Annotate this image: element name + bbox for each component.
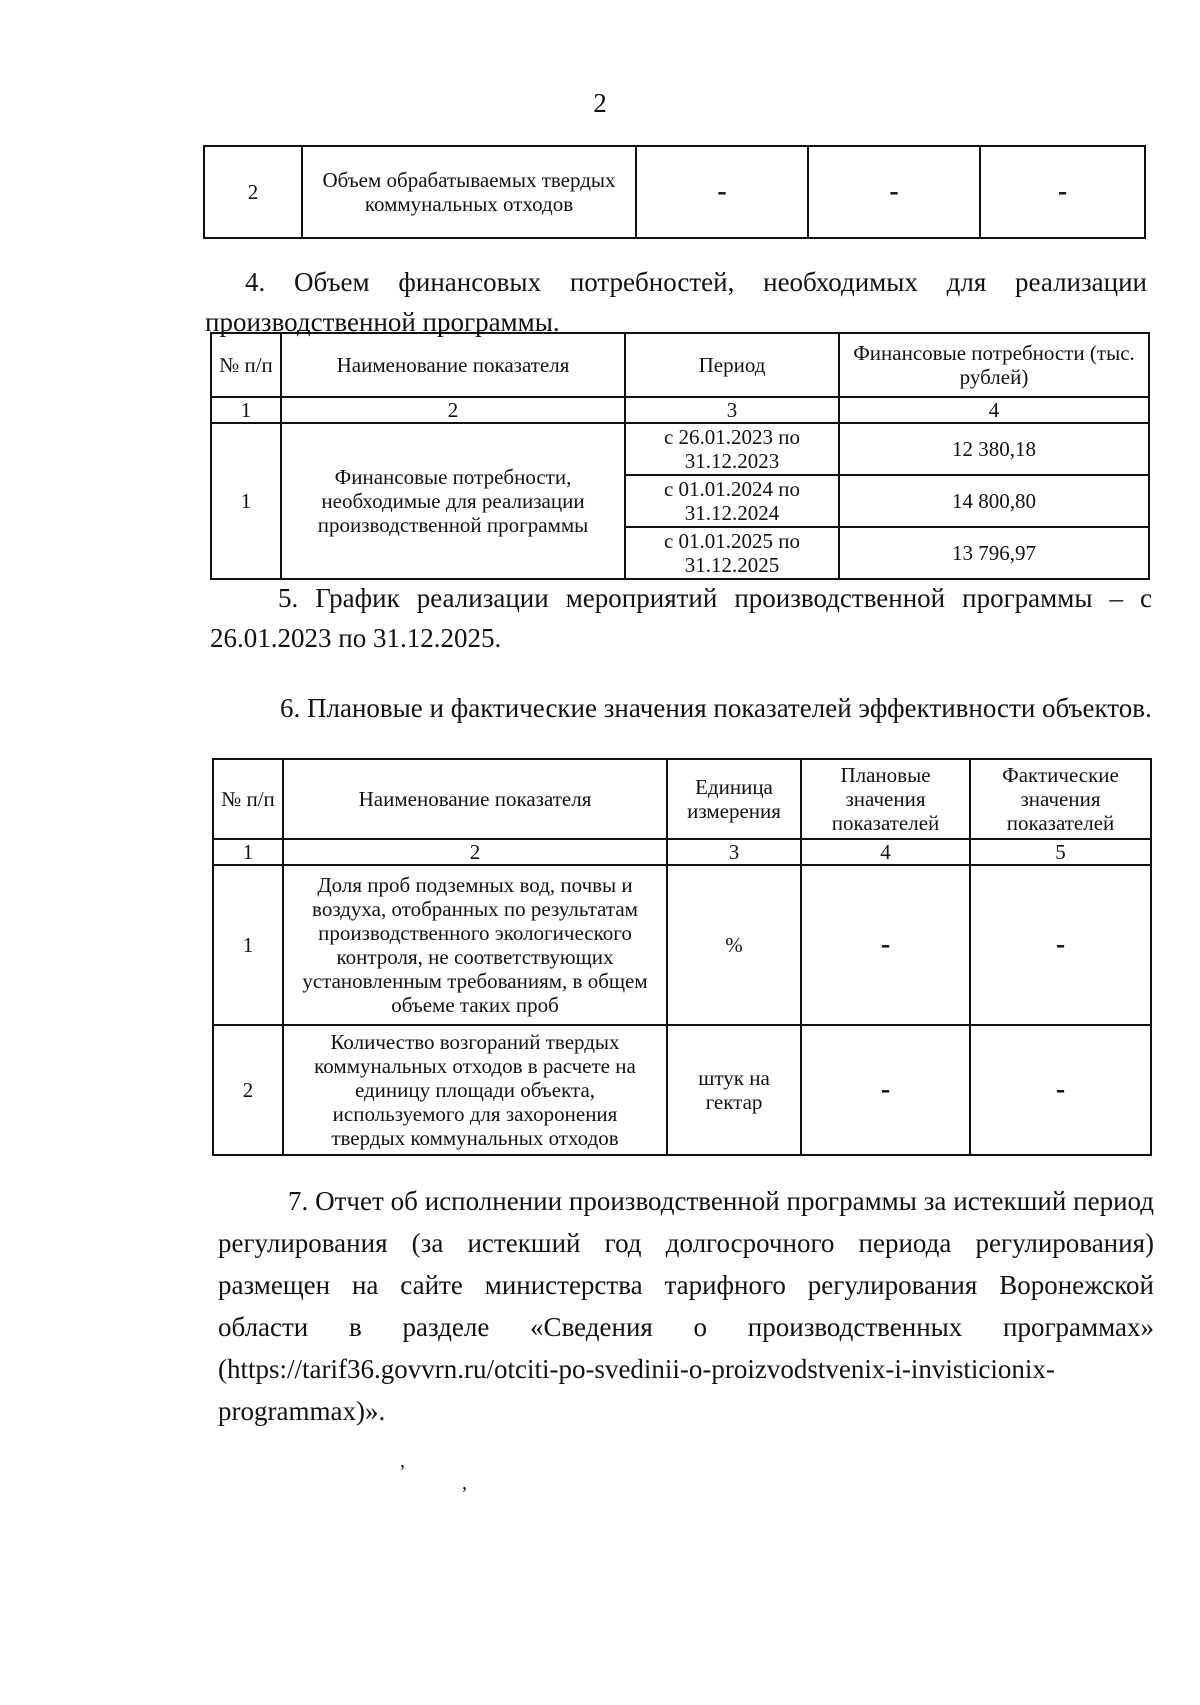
period-cell: с 26.01.2023 по 31.12.2023 [625, 423, 839, 475]
header-fact: Фактические значения показателей [970, 759, 1151, 839]
section-7-text: 7. Отчет об исполнении производственной программы за истекший период регулирования (за истекший год долгосрочного периода регулирования) размещен на сайте министерства тарифного регулирования Воронежской области в разделе «Сведения о производственных программах» (https://tarif36.govvrn.ru/otciti-po-svedinii-o-proizvodstvenix-i-invisticionix-programmax)». [218, 1186, 1154, 1426]
fact-value: - [970, 1025, 1151, 1155]
indicator-name: Доля проб подземных вод, почвы и воздуха, отобранных по результатам производственного экологического контроля, не соответствующих установленным требованиям, в общем объеме таких проб [283, 865, 667, 1025]
amount-cell: 13 796,97 [839, 527, 1149, 579]
indicator-name: Количество возгораний твердых коммунальных отходов в расчете на единицу площади объекта, используемого для захоронения твердых коммунальных отходов [283, 1025, 667, 1155]
column-number: 2 [283, 839, 667, 865]
plan-value: - [801, 865, 970, 1025]
indicator-name: Финансовые потребности, необходимые для реализации производственной программы [281, 423, 625, 579]
column-number: 4 [839, 397, 1149, 423]
section-5-text: 5. График реализации мероприятий производственной программы – с 26.01.2023 по 31.12.2025. [210, 583, 1152, 653]
section-6-text: 6. Плановые и фактические значения показателей эффективности объектов. [280, 693, 1152, 723]
header-number: № п/п [213, 759, 283, 839]
financial-table [210, 332, 1150, 580]
header-period: Период [625, 333, 839, 397]
stray-mark: , [400, 1450, 405, 1472]
value-cell: - [636, 146, 808, 238]
efficiency-table [212, 758, 1152, 1156]
table-row [211, 423, 1149, 475]
section-4-text: 4. Объем финансовых потребностей, необходимых для реализации производственной программы. [205, 267, 1147, 337]
table-row [204, 146, 1145, 238]
row-number: 2 [204, 146, 302, 238]
table-row [213, 865, 1151, 1025]
row-number: 1 [213, 865, 283, 1025]
value-cell: - [980, 146, 1145, 238]
table-header-row [211, 333, 1149, 397]
stray-mark: , [462, 1472, 467, 1494]
header-number: № п/п [211, 333, 281, 397]
column-number: 2 [281, 397, 625, 423]
period-cell: с 01.01.2025 по 31.12.2025 [625, 527, 839, 579]
indicator-name: Объем обрабатываемых твердых коммунальных отходов [302, 146, 636, 238]
unit-cell: % [667, 865, 801, 1025]
plan-value: - [801, 1025, 970, 1155]
period-cell: с 01.01.2024 по 31.12.2024 [625, 475, 839, 527]
value-cell: - [808, 146, 980, 238]
header-plan: Плановые значения показателей [801, 759, 970, 839]
row-number: 1 [211, 423, 281, 579]
column-number: 5 [970, 839, 1151, 865]
table-row [213, 1025, 1151, 1155]
unit-cell: штук на гектар [667, 1025, 801, 1155]
column-number: 3 [625, 397, 839, 423]
table-header-row [213, 759, 1151, 839]
column-number: 4 [801, 839, 970, 865]
row-number: 2 [213, 1025, 283, 1155]
header-name: Наименование показателя [281, 333, 625, 397]
header-unit: Единица измерения [667, 759, 801, 839]
amount-cell: 12 380,18 [839, 423, 1149, 475]
volume-table [203, 145, 1146, 239]
fact-value: - [970, 865, 1151, 1025]
column-number: 1 [211, 397, 281, 423]
column-number-row [211, 397, 1149, 423]
header-name: Наименование показателя [283, 759, 667, 839]
page-number: 2 [593, 88, 607, 118]
column-number-row [213, 839, 1151, 865]
header-financial-needs: Финансовые потребности (тыс. рублей) [839, 333, 1149, 397]
column-number: 3 [667, 839, 801, 865]
column-number: 1 [213, 839, 283, 865]
amount-cell: 14 800,80 [839, 475, 1149, 527]
